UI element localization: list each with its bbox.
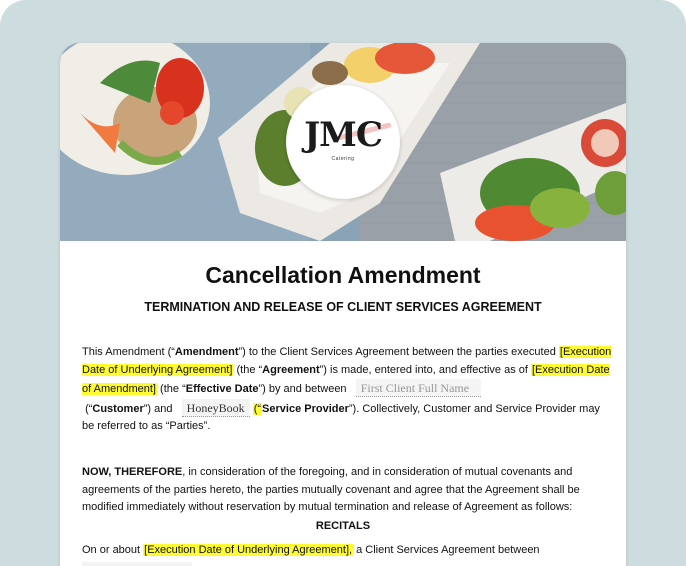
document-subtitle: TERMINATION AND RELEASE OF CLIENT SERVICES AGREEMENT xyxy=(144,300,542,314)
logo-wordmark: JMC xyxy=(304,115,382,155)
empty-field[interactable] xyxy=(82,562,192,566)
text-run: (the “ xyxy=(157,383,186,395)
first-client-name-field[interactable]: First Client Full Name xyxy=(356,379,481,397)
placeholder-amendment-date[interactable]: [Execution Date of Amendment] xyxy=(82,363,610,395)
logo-tagline: Catering xyxy=(331,156,355,162)
text-run: , in consideration of the foregoing, and in consideration of mutual covenants and agreements of the parties hereto, the parties mutually covenant and agree that the Agreement shall be modified immediately without reservation by mutual termination and release of Agreement as follows: xyxy=(82,466,580,513)
text-run: ”). Collectively, Customer and Service Provider may be referred to as “Parties”. xyxy=(82,402,600,432)
text-run: This Amendment (“ xyxy=(82,346,175,358)
text-run: ”) and xyxy=(143,402,173,415)
text-run: On or about xyxy=(82,544,144,556)
bold-now-therefore: NOW, THEREFORE xyxy=(82,466,183,478)
text-run: ”) by and between xyxy=(258,383,347,395)
text-run: ”) to the Client Services Agreement between the parties executed xyxy=(238,346,556,358)
document-card xyxy=(60,43,626,566)
bold-term-agreement: Agreement xyxy=(262,363,320,376)
amendment-paragraph xyxy=(82,344,612,436)
text-run: (the “ xyxy=(233,363,263,376)
bold-term-amendment: Amendment xyxy=(174,346,239,358)
placeholder-underlying-date-2[interactable]: [Execution Date of Underlying Agreement], xyxy=(144,544,353,556)
text-run: (“ xyxy=(85,402,93,415)
service-provider-name-field[interactable]: HoneyBook xyxy=(182,399,250,417)
hero-image xyxy=(60,43,626,241)
text-run: ”) is made, entered into, and effective as of xyxy=(319,363,528,376)
text-run: a Client Services Agreement between xyxy=(353,544,540,556)
recitals-paragraph xyxy=(82,542,612,566)
highlight-open-quote: (“ xyxy=(253,402,262,415)
company-logo xyxy=(286,85,400,199)
recitals-heading: RECITALS xyxy=(315,520,371,532)
bold-term-effective-date: Effective Date xyxy=(185,383,259,395)
document-title: Cancellation Amendment xyxy=(205,262,481,288)
placeholder-underlying-date[interactable]: [Execution Date of Underlying Agreement] xyxy=(82,346,612,376)
bold-term-service-provider: Service Provider xyxy=(262,402,349,415)
bold-term-customer: Customer xyxy=(92,402,144,415)
now-therefore-paragraph xyxy=(82,464,612,517)
